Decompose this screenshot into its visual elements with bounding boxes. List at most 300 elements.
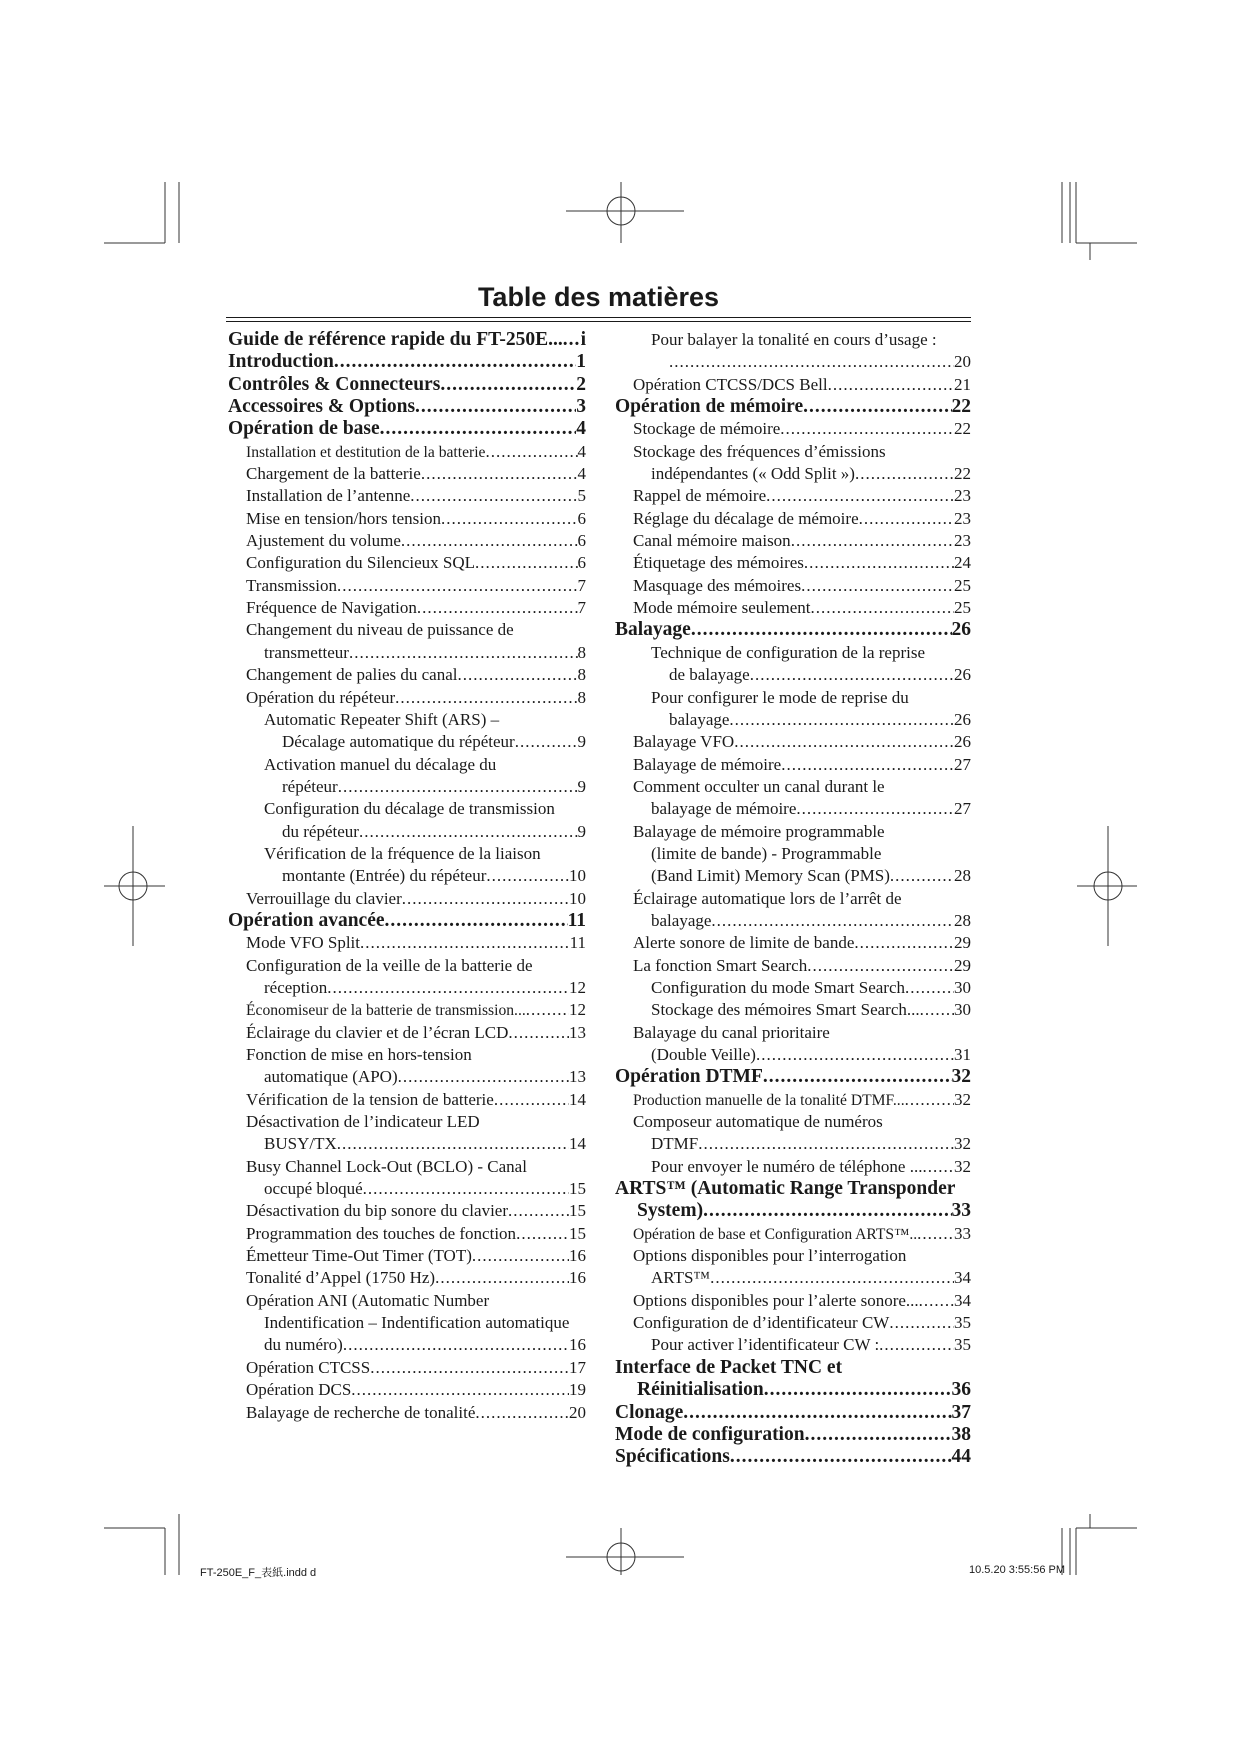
toc-dot-leader	[494, 1089, 569, 1111]
toc-entry	[615, 1245, 971, 1267]
toc-page-number: 32	[954, 1089, 971, 1109]
toc-dot-leader	[410, 485, 577, 507]
toc-page-number: 31	[954, 1045, 971, 1064]
toc-entry-text: Chargement de la batterie	[246, 464, 421, 484]
toc-section-entry	[228, 396, 586, 418]
toc-entry-text: BUSY/TX	[264, 1134, 337, 1154]
toc-entry	[615, 374, 971, 396]
toc-entry-text: Opération DCS	[246, 1380, 352, 1400]
toc-entry-text: Production manuelle de la tonalité DTMF...	[633, 1091, 905, 1109]
toc-entry-text: Réinitialisation	[637, 1379, 764, 1401]
toc-page-number: 9	[577, 776, 586, 796]
toc-entry-text: Technique de configuration de la reprise	[651, 642, 926, 662]
toc-dot-leader	[796, 798, 954, 820]
toc-section-entry	[615, 1200, 971, 1222]
toc-dot-leader	[402, 888, 569, 910]
toc-entry-text: Désactivation du bip sonore du clavier	[246, 1201, 509, 1221]
toc-dot-leader	[711, 910, 954, 932]
toc-page-number: 14	[569, 1089, 586, 1109]
toc-entry-text: Opération avancée	[228, 909, 385, 931]
toc-dot-leader	[730, 1446, 952, 1468]
toc-page-number: 26	[954, 709, 971, 729]
toc-entry-text: Guide de référence rapide du FT-250E...	[228, 329, 563, 350]
toc-dot-leader	[370, 1357, 569, 1379]
toc-entry	[615, 575, 971, 597]
toc-page-number: 21	[954, 374, 971, 394]
toc-page-number: 24	[954, 553, 971, 573]
toc-page-number: 13	[569, 1067, 586, 1087]
toc-entry	[228, 1133, 586, 1155]
page-title: Table des matières	[477, 282, 720, 312]
toc-section-entry	[228, 351, 586, 373]
toc-page-number: 30	[954, 977, 971, 997]
toc-entry	[615, 664, 971, 686]
toc-dot-leader	[855, 463, 954, 485]
toc-entry	[228, 1223, 586, 1245]
toc-entry	[228, 1334, 586, 1356]
toc-entry-text: Contrôles & Connecteurs	[228, 373, 441, 395]
toc-entry-text: System)	[637, 1200, 704, 1222]
toc-entry-text: Balayage du canal prioritaire	[633, 1022, 830, 1042]
toc-dot-leader	[729, 709, 954, 731]
toc-entry	[228, 1044, 586, 1066]
toc-entry-text: Pour configurer le mode de reprise du	[651, 687, 909, 707]
toc-entry-text: Comment occulter un canal durant le	[633, 776, 885, 796]
toc-entry-text: Transmission	[246, 575, 338, 595]
toc-entry	[228, 1312, 586, 1334]
toc-entry-text: Configuration du Silencieux SQL	[246, 553, 476, 573]
toc-entry-text: Désactivation de l’indicateur LED	[246, 1112, 480, 1132]
toc-entry	[228, 1290, 586, 1312]
toc-entry-text: Pour activer l’identificateur CW :	[651, 1335, 880, 1355]
toc-entry	[615, 1223, 971, 1245]
toc-page-number: 29	[954, 933, 971, 953]
toc-dot-leader	[472, 1245, 569, 1267]
toc-entry	[615, 910, 971, 932]
toc-dot-leader	[804, 552, 954, 574]
toc-dot-leader	[337, 575, 577, 597]
toc-entry	[615, 351, 971, 373]
toc-entry	[228, 597, 586, 619]
toc-page-number: 3	[576, 396, 586, 418]
toc-entry	[615, 1156, 971, 1178]
toc-entry-text: Canal mémoire maison	[633, 531, 791, 551]
toc-entry	[615, 552, 971, 574]
toc-section-entry	[615, 1402, 971, 1424]
toc-entry-text: occupé bloqué	[264, 1179, 363, 1199]
toc-entry-text: (limite de bande) - Programmable	[651, 843, 882, 863]
toc-entry-text: Fréquence de Navigation	[246, 598, 417, 618]
toc-dot-leader	[703, 1200, 951, 1222]
toc-entry	[615, 508, 971, 530]
toc-dot-leader	[508, 1022, 569, 1044]
toc-section-entry	[615, 1066, 971, 1088]
toc-entry-text: Éclairage du clavier et de l’écran LCD	[246, 1022, 509, 1042]
toc-entry-text: (Band Limit) Memory Scan (PMS)	[651, 866, 890, 886]
toc-page-number: 12	[569, 977, 586, 997]
toc-entry-text: Opération CTCSS/DCS Bell	[633, 374, 828, 394]
toc-entry	[228, 977, 586, 999]
toc-page-number: 1	[576, 351, 586, 373]
toc-page-number: 20	[954, 352, 971, 372]
toc-entry	[615, 1111, 971, 1133]
toc-dot-leader	[334, 351, 576, 373]
toc-dot-leader	[803, 396, 951, 418]
toc-section-entry	[228, 910, 586, 932]
toc-dot-leader	[526, 999, 569, 1021]
toc-dot-leader	[756, 1044, 954, 1066]
toc-dot-leader	[563, 329, 581, 351]
toc-dot-leader	[515, 731, 578, 753]
toc-page-number: 15	[569, 1201, 586, 1221]
toc-entry	[228, 575, 586, 597]
toc-entry	[228, 1245, 586, 1267]
toc-page-number: 4	[577, 464, 586, 484]
toc-page-number: 29	[954, 955, 971, 975]
toc-entry	[228, 865, 586, 887]
toc-page-number: 16	[569, 1335, 586, 1355]
toc-dot-leader	[920, 999, 954, 1021]
toc-dot-leader	[889, 1312, 954, 1334]
toc-dot-leader	[327, 977, 569, 999]
toc-dot-leader	[338, 776, 578, 798]
toc-page-number: 13	[569, 1022, 586, 1042]
toc-entry-text: Configuration du mode Smart Search	[651, 977, 906, 997]
toc-section-entry	[615, 1379, 971, 1401]
toc-entry-text: de balayage	[669, 665, 750, 685]
toc-entry-text: Balayage de recherche de tonalité	[246, 1402, 476, 1422]
toc-entry-text: transmetteur	[264, 642, 349, 662]
toc-entry-text: DTMF	[651, 1134, 699, 1154]
toc-entry	[228, 932, 586, 954]
toc-dot-leader	[398, 1066, 569, 1088]
toc-entry-text: Balayage de mémoire programmable	[633, 821, 885, 841]
toc-dot-leader	[859, 508, 954, 530]
toc-page-number: 11	[567, 909, 586, 931]
toc-entry-text: Options disponibles pour l’alerte sonore...	[633, 1290, 919, 1310]
toc-entry-text: Opération DTMF	[615, 1066, 763, 1088]
toc-entry-text: Programmation des touches de fonction	[246, 1223, 517, 1243]
toc-entry-text: Opération de mémoire	[615, 396, 804, 418]
toc-dot-leader	[763, 1066, 952, 1088]
toc-dot-leader	[441, 508, 577, 530]
toc-dot-leader	[385, 910, 568, 932]
toc-entry	[615, 843, 971, 865]
toc-entry-text: Busy Channel Lock-Out (BCLO) - Canal	[246, 1156, 527, 1176]
toc-entry	[228, 642, 586, 664]
toc-page-number: 8	[577, 665, 586, 685]
toc-entry-text: Économiseur de la batterie de transmission...	[246, 1002, 526, 1020]
toc-entry	[615, 821, 971, 843]
toc-entry	[615, 597, 971, 619]
toc-dot-leader	[486, 865, 569, 887]
toc-page-number: 4	[576, 418, 586, 440]
footer-timestamp: 10.5.20 3:55:56 PM	[968, 1564, 1065, 1576]
toc-entry-text: Étiquetage des mémoires	[633, 553, 804, 573]
toc-entry	[228, 754, 586, 776]
toc-page-number: 8	[577, 642, 586, 662]
toc-dot-leader	[343, 1334, 569, 1356]
toc-entry-text: Stockage des mémoires Smart Search...	[651, 1000, 920, 1020]
toc-left-column	[228, 329, 586, 1424]
toc-dot-leader	[516, 1223, 569, 1245]
toc-page-number: 10	[569, 888, 586, 908]
toc-dot-leader	[401, 530, 578, 552]
toc-entry-text: répéteur	[282, 776, 338, 796]
toc-entry	[615, 1334, 971, 1356]
toc-entry-text: du répéteur	[282, 821, 359, 841]
toc-entry	[228, 1111, 586, 1133]
toc-entry-text: Interface de Packet TNC et	[615, 1356, 843, 1378]
toc-entry	[228, 1200, 586, 1222]
toc-page-number: 28	[954, 866, 971, 886]
toc-entry-text: La fonction Smart Search	[633, 955, 808, 975]
toc-entry	[228, 888, 586, 910]
toc-page-number: 26	[954, 732, 971, 752]
toc-entry-text: Fonction de mise en hors-tension	[246, 1045, 472, 1064]
toc-entry	[228, 463, 586, 485]
toc-dot-leader	[919, 1290, 954, 1312]
toc-entry-text: Configuration de d’identificateur CW	[633, 1313, 890, 1333]
toc-section-entry	[615, 619, 971, 641]
toc-entry	[615, 687, 971, 709]
toc-page-number: 27	[954, 799, 971, 819]
toc-dot-leader	[349, 642, 578, 664]
toc-dot-leader	[457, 664, 577, 686]
toc-entry	[228, 1402, 586, 1424]
toc-entry-text: ARTS™ (Automatic Range Transponder	[615, 1178, 956, 1200]
toc-entry	[615, 642, 971, 664]
toc-entry	[615, 754, 971, 776]
toc-dot-leader	[922, 1156, 954, 1178]
toc-page-number: 9	[577, 732, 586, 752]
toc-page-number: 22	[954, 419, 971, 439]
toc-page-number: 25	[954, 598, 971, 618]
toc-page-number: 6	[577, 531, 586, 551]
toc-entry-text: Changement du niveau de puissance de	[246, 620, 514, 640]
toc-dot-leader	[890, 865, 954, 887]
toc-page-number: 33	[951, 1200, 971, 1222]
toc-entry	[228, 731, 586, 753]
toc-page-number: 14	[569, 1134, 586, 1154]
toc-entry	[615, 1133, 971, 1155]
toc-entry-text: Changement de palies du canal	[246, 665, 458, 685]
toc-entry-text: Décalage automatique du répéteur	[282, 732, 515, 752]
toc-dot-leader	[905, 1089, 954, 1111]
toc-entry	[228, 999, 586, 1021]
toc-page-number: 16	[569, 1246, 586, 1266]
toc-entry	[228, 1178, 586, 1200]
toc-dot-leader	[780, 418, 954, 440]
toc-entry	[228, 843, 586, 865]
toc-page-number: 8	[577, 687, 586, 707]
toc-dot-leader	[807, 955, 954, 977]
toc-dot-leader	[691, 619, 952, 641]
toc-dot-leader	[508, 1200, 569, 1222]
toc-page-number: 16	[569, 1268, 586, 1288]
toc-page-number: 28	[954, 910, 971, 930]
toc-page-number: 23	[954, 486, 971, 506]
toc-section-entry	[228, 374, 586, 396]
toc-entry-text: ARTS™	[651, 1268, 711, 1288]
toc-entry	[228, 709, 586, 731]
toc-page-number: 22	[951, 396, 971, 418]
toc-entry	[615, 977, 971, 999]
toc-page-number: 11	[569, 933, 586, 953]
toc-entry-text: Alerte sonore de limite de bande	[633, 933, 855, 953]
toc-entry-text: Ajustement du volume	[246, 531, 401, 551]
toc-entry-text: indépendantes (« Odd Split »)	[651, 464, 855, 484]
toc-entry-text: Opération ANI (Automatic Number	[246, 1290, 490, 1310]
toc-dot-leader	[363, 1178, 569, 1200]
toc-entry	[615, 798, 971, 820]
toc-entry-text: Spécifications	[615, 1446, 730, 1468]
toc-entry	[615, 709, 971, 731]
toc-entry	[228, 798, 586, 820]
toc-entry-text: Automatic Repeater Shift (ARS) –	[264, 709, 500, 729]
toc-entry-text: Pour envoyer le numéro de téléphone ...	[651, 1156, 923, 1176]
toc-entry	[615, 1312, 971, 1334]
toc-section-entry	[615, 1357, 971, 1379]
toc-entry-text: Balayage VFO	[633, 732, 735, 752]
toc-page-number: 34	[954, 1268, 971, 1288]
toc-entry-text: balayage de mémoire	[651, 799, 797, 819]
toc-page-number: 27	[954, 754, 971, 774]
toc-entry-text: Opération de base et Configuration ARTS™..	[633, 1225, 918, 1243]
toc-page-number: 22	[954, 464, 971, 484]
toc-dot-leader	[781, 754, 954, 776]
toc-section-entry	[615, 1178, 971, 1200]
toc-page-number: 26	[954, 665, 971, 685]
toc-entry-text: automatique (APO)	[264, 1067, 398, 1087]
toc-page-number: 7	[577, 575, 586, 595]
toc-entry	[615, 932, 971, 954]
toc-entry	[228, 664, 586, 686]
toc-entry	[228, 687, 586, 709]
title-rule-second	[226, 321, 971, 322]
toc-page-number: 36	[951, 1379, 971, 1401]
toc-section-entry	[228, 418, 586, 440]
toc-entry	[228, 441, 586, 463]
footer-file-label: FT-250E_F_表紙.indd d	[200, 1567, 317, 1579]
toc-dot-leader	[417, 597, 578, 619]
toc-entry-text: Activation manuel du décalage du	[264, 754, 497, 774]
toc-entry	[228, 530, 586, 552]
toc-entry	[615, 329, 971, 351]
toc-page-number: 23	[954, 508, 971, 528]
toc-entry	[615, 418, 971, 440]
toc-entry	[228, 776, 586, 798]
toc-entry-text: Vérification de la fréquence de la liaison	[264, 843, 541, 863]
toc-entry	[228, 1089, 586, 1111]
toc-entry-text: Réglage du décalage de mémoire	[633, 508, 859, 528]
toc-dot-leader	[415, 396, 576, 418]
toc-dot-leader	[351, 1379, 569, 1401]
toc-dot-leader	[683, 1402, 951, 1424]
toc-entry-text: (Double Veille)	[651, 1045, 756, 1064]
toc-dot-leader	[337, 1133, 569, 1155]
toc-entry-text: Vérification de la tension de batterie	[246, 1089, 494, 1109]
toc-entry-text: Balayage de mémoire	[633, 754, 782, 774]
toc-entry	[228, 1379, 586, 1401]
toc-entry-text: réception	[264, 977, 328, 997]
toc-entry	[615, 441, 971, 463]
toc-entry-text: Introduction	[228, 351, 334, 373]
toc-entry-text: Stockage des fréquences d’émissions	[633, 441, 886, 461]
toc-section-entry	[615, 1446, 971, 1468]
toc-entry	[228, 821, 586, 843]
toc-dot-leader	[359, 821, 578, 843]
toc-page-number: 25	[954, 575, 971, 595]
toc-page-number: 30	[954, 1000, 971, 1020]
toc-dot-leader	[360, 932, 570, 954]
toc-page-number: 12	[569, 1000, 586, 1020]
toc-page-number: 33	[954, 1223, 971, 1243]
toc-entry-text: Installation de l’antenne	[246, 486, 411, 506]
toc-entry-text: Éclairage automatique lors de l’arrêt de	[633, 888, 902, 908]
toc-page-number: 32	[954, 1134, 971, 1154]
toc-dot-leader	[791, 530, 954, 552]
toc-page-number: 6	[577, 508, 586, 528]
toc-page-number: 4	[577, 441, 586, 461]
toc-entry	[228, 485, 586, 507]
toc-dot-leader	[395, 687, 577, 709]
toc-page-number: 5	[577, 486, 586, 506]
toc-dot-leader	[801, 575, 954, 597]
toc-page-number: 17	[569, 1357, 586, 1377]
toc-dot-leader	[475, 552, 577, 574]
toc-entry	[615, 1022, 971, 1044]
toc-entry	[228, 1022, 586, 1044]
toc-entry-text: Configuration de la veille de la batterie de	[246, 955, 533, 975]
toc-dot-leader	[764, 1379, 952, 1401]
toc-right-column	[615, 329, 971, 1469]
toc-dot-leader	[380, 418, 577, 440]
toc-dot-leader	[750, 664, 954, 686]
toc-entry	[228, 552, 586, 574]
toc-entry	[615, 776, 971, 798]
toc-entry-text: Mode mémoire seulement	[633, 598, 811, 618]
toc-dot-leader	[734, 731, 954, 753]
toc-entry-text: Clonage	[615, 1401, 684, 1423]
toc-page-number: 20	[569, 1402, 586, 1422]
toc-entry	[228, 1066, 586, 1088]
toc-page-number: 10	[569, 866, 586, 886]
toc-entry	[615, 463, 971, 485]
toc-page-number: 19	[569, 1380, 586, 1400]
toc-entry	[615, 888, 971, 910]
toc-entry	[228, 1156, 586, 1178]
toc-entry	[615, 955, 971, 977]
toc-page-number: 32	[954, 1156, 971, 1176]
toc-entry-text: Opération de base	[228, 418, 380, 440]
toc-entry	[615, 1089, 971, 1111]
toc-entry-text: Pour balayer la tonalité en cours d’usage :	[651, 330, 937, 349]
toc-page-number: i	[580, 329, 586, 350]
toc-entry	[228, 619, 586, 641]
toc-page-number: 2	[576, 373, 586, 395]
toc-entry-text: Mode de configuration	[615, 1423, 805, 1445]
toc-entry-text: Installation et destitution de la batterie	[246, 443, 486, 461]
toc-entry-text: Indentification – Indentification automatique	[264, 1313, 570, 1333]
toc-page-number: 34	[954, 1290, 971, 1310]
toc-entry-text: Stockage de mémoire	[633, 419, 781, 439]
toc-page-number: 23	[954, 531, 971, 551]
toc-dot-leader	[698, 1133, 954, 1155]
toc-entry-text: Mise en tension/hors tension	[246, 508, 442, 528]
toc-page-number: 32	[951, 1066, 971, 1088]
toc-dot-leader	[854, 932, 954, 954]
